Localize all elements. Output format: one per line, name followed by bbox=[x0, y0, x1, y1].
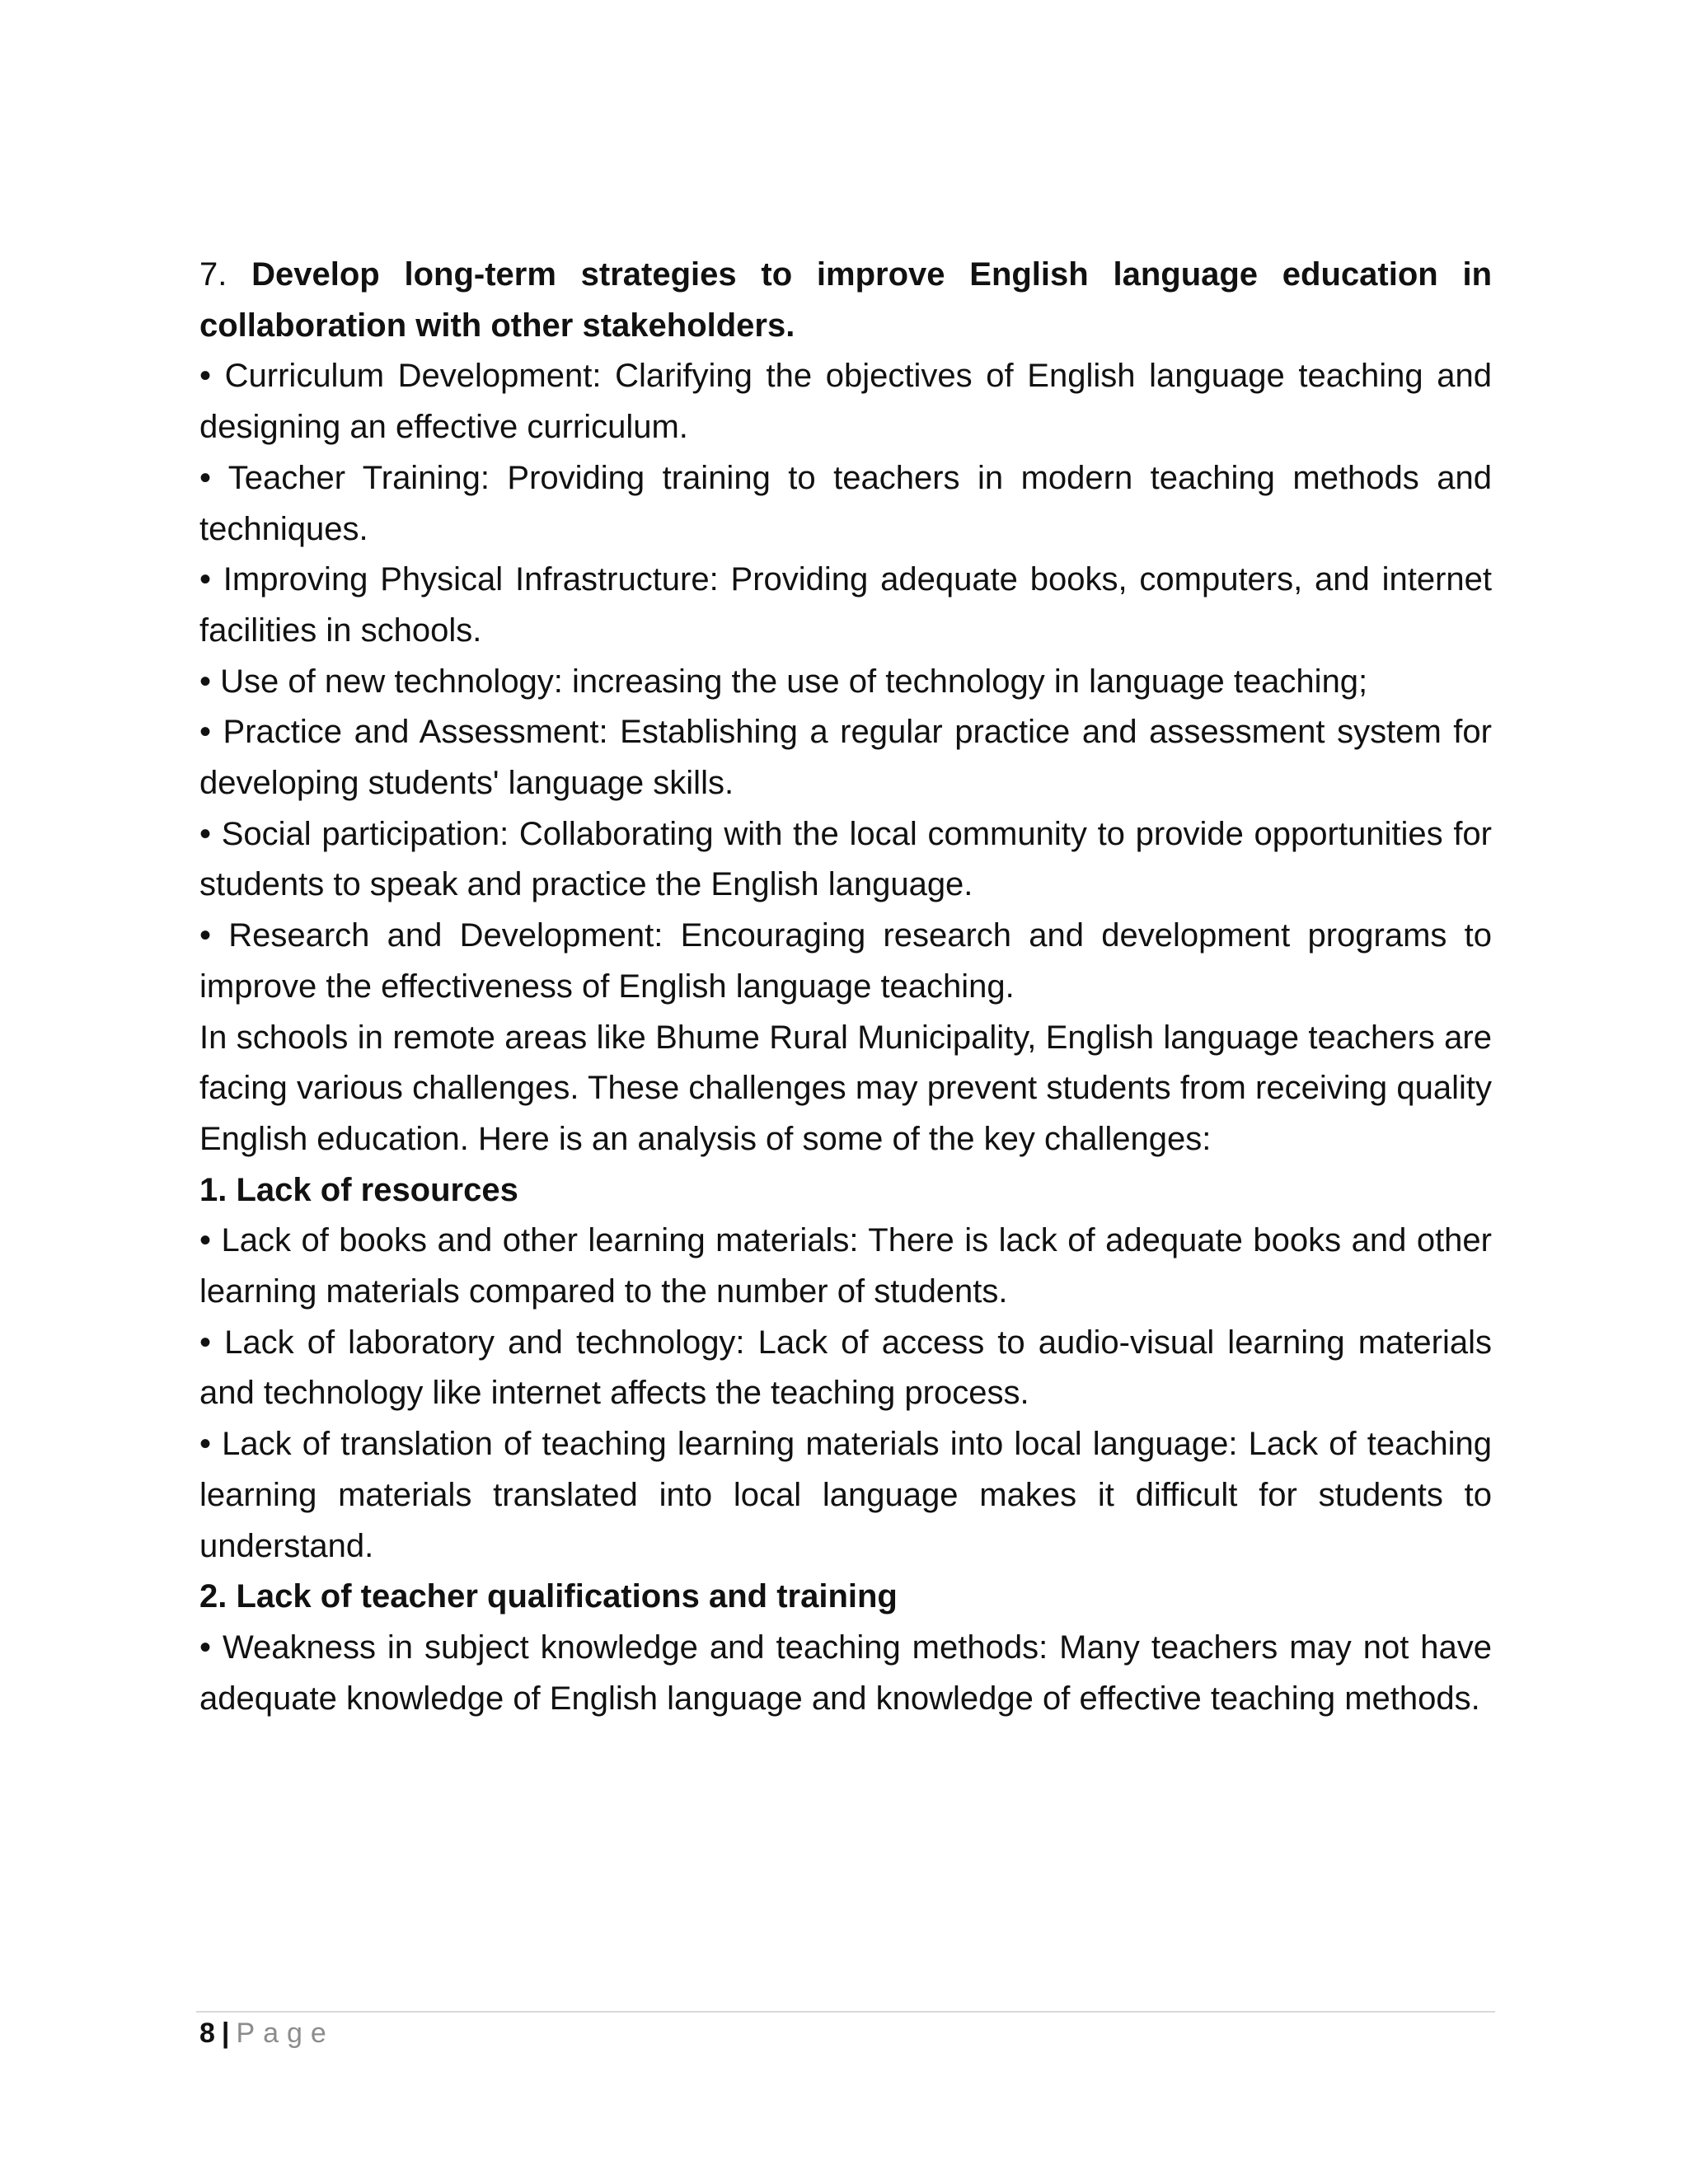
page-footer bbox=[199, 2014, 335, 2052]
challenge-item: • Lack of laboratory and technology: Lack of access to audio-visual learning materials and technology like internet affects the teaching process. bbox=[199, 1324, 1492, 1412]
page-label: Page bbox=[236, 2018, 335, 2049]
strategy-item: • Practice and Assessment: Establishing a regular practice and assessment system for developing students' language skills. bbox=[199, 714, 1492, 802]
strategy-item: • Teacher Training: Providing training to teachers in modern teaching methods and techniques. bbox=[199, 459, 1492, 547]
section-heading bbox=[199, 250, 1492, 351]
strategy-item: • Improving Physical Infrastructure: Providing adequate books, computers, and internet facilities in schools. bbox=[199, 561, 1492, 649]
strategy-item: • Curriculum Development: Clarifying the objectives of English language teaching and designing an effective curriculum. bbox=[199, 358, 1492, 446]
intro-paragraph: In schools in remote areas like Bhume Rural Municipality, English language teachers are facing various challenges. These challenges may prevent students from receiving quality English education. Here is an analysis of some of the key challenges: bbox=[199, 1019, 1492, 1157]
challenge-heading: 2. Lack of teacher qualifications and training bbox=[199, 1578, 898, 1615]
page-number: 8 bbox=[199, 2018, 215, 2049]
challenge-item: • Lack of books and other learning materials: There is lack of adequate books and other learning materials compared to the number of students. bbox=[199, 1222, 1492, 1310]
footer-divider bbox=[196, 2011, 1495, 2013]
strategy-item: • Research and Development: Encouraging research and development programs to improve the effectiveness of English language teaching. bbox=[199, 917, 1492, 1005]
footer-separator: | bbox=[221, 2018, 230, 2049]
strategy-item: • Social participation: Collaborating with the local community to provide opportunities for students to speak and practice the English language. bbox=[199, 815, 1492, 903]
page-content bbox=[199, 250, 1492, 1724]
section-number: 7. bbox=[199, 256, 227, 293]
challenge-item: • Weakness in subject knowledge and teaching methods: Many teachers may not have adequate knowledge of English language and knowledge of effective teaching methods. bbox=[199, 1629, 1492, 1717]
strategy-item: • Use of new technology: increasing the use of technology in language teaching; bbox=[199, 663, 1368, 700]
challenge-item: • Lack of translation of teaching learning materials into local language: Lack of teaching learning materials translated into local language makes it difficult for students to understand. bbox=[199, 1426, 1492, 1564]
section-title: Develop long-term strategies to improve English language education in collaboration with other stakeholders. bbox=[199, 256, 1493, 344]
challenge-heading: 1. Lack of resources bbox=[199, 1171, 518, 1208]
